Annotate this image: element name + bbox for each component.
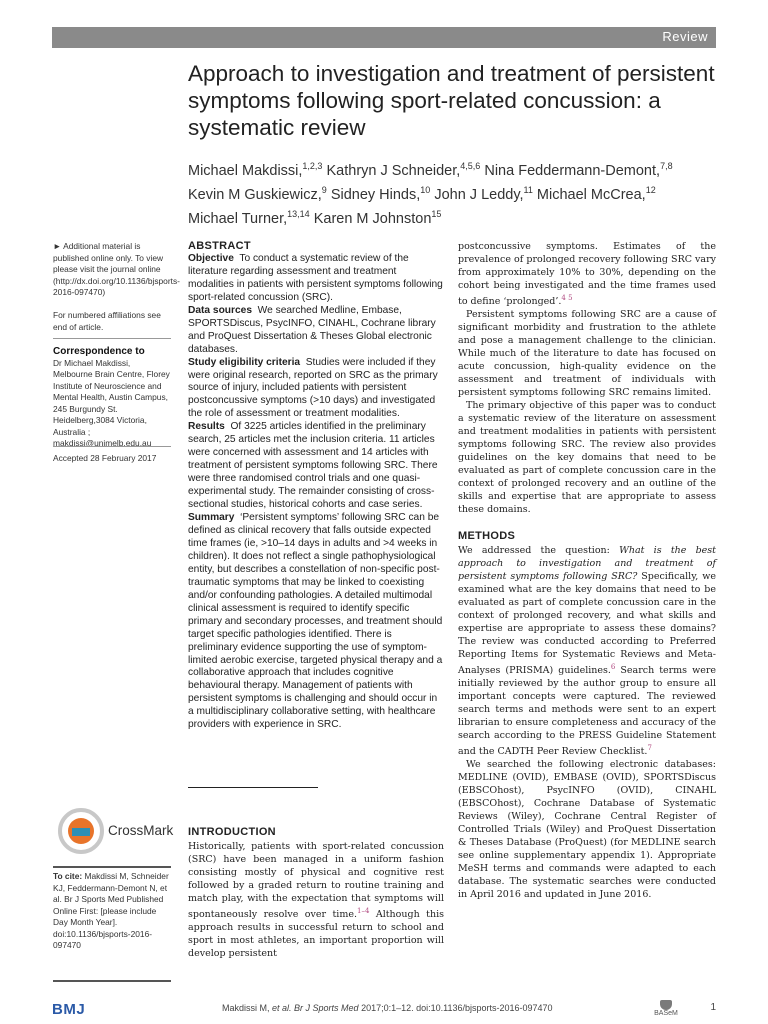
footer-citation [222, 1003, 553, 1013]
bmj-logo: BMJ [52, 1001, 86, 1018]
methods-text: Specifically, we examined what are the key domains that need to be evaluated as part of complete concussion care in the context of prolonged recovery, and what skills and expertise are appropriate to assess these domains? The review was conducted according to Preferred Reporting Items for Systematic Reviews and Meta-Analyses (PRISMA) guidelines. [458, 571, 716, 677]
intro-text-continued: Although this approach results in successful return to school and sport in most athletes, an important proportion will develop persistent [188, 909, 444, 960]
shield-icon [660, 1000, 672, 1010]
author-affil: 9 [321, 184, 327, 195]
abstract-heading: ABSTRACT [188, 240, 251, 252]
author-affil: 15 [431, 208, 442, 219]
author-affil: 4,5,6 [460, 161, 481, 171]
objective-label: Objective [188, 252, 234, 264]
author[interactable]: Michael Turner, [188, 210, 288, 227]
results-label: Results [188, 421, 225, 433]
introduction-heading: INTRODUCTION [188, 826, 276, 838]
author[interactable]: Karen M Johnston [313, 210, 432, 227]
author-affil: 10 [420, 184, 431, 195]
crossmark-label: CrossMark [108, 823, 174, 838]
citation-box [53, 866, 171, 982]
correspondence-text[interactable]: Dr Michael Makdissi, Melbourne Brain Centre, Florey Institute of Neuroscience and Mental Health, Austin Campus, 245 Burgundy St. Heidelberg,3084 Victoria, Australia ; makdissi@unimelb.edu.au [53, 357, 170, 448]
additional-material-note[interactable]: ► Additional material is published online only. To view please visit the journal online (http://dx.doi.org/10.1136/bjsports-2016-097470) [53, 241, 180, 297]
basem-logo [646, 1000, 686, 1018]
eligibility-label: Study eligibility criteria [188, 356, 301, 368]
footer-citation-authors: Makdissi M, [222, 1003, 273, 1013]
paragraph: Persistent symptoms following SRC are a cause of significant morbidity and frustration to the athlete and pose a management challenge to the clinician. While much of the literature to date has focused on acute concussion, high-quality evidence on the assessment and treatment of individuals with persistent symptoms following SRC remains limited. [458, 309, 716, 399]
correspondence-block [53, 346, 171, 450]
author-affil: 1,2,3 [302, 161, 323, 171]
paragraph: postconcussive symptoms. Estimates of the prevalence of prolonged recovery following SRC vary from approximately 10% to 30%, depending on the cohort being investigated and the time frames used to define ‘prolonged’. [458, 241, 716, 308]
page-footer [52, 1000, 716, 1020]
cite-label: To cite: [53, 871, 83, 881]
ref-link[interactable]: 6 [610, 663, 616, 672]
page-number: 1 [710, 1002, 716, 1013]
paragraph: We searched the following electronic databases: MEDLINE (OVID), EMBASE (OVID), SPORTSDiscus (EBSCOhost), PsycINFO (OVID), CINAHL (EBSCOhost), Cochrane Database of Systematic Reviews (Wiley), Cochrane Central Register of Controlled Trials (Wiley) and ProQuest Dissertation & Theses Database (ProQuest) (for MEDLINE search see online supplementary appendix 1). Appropriate MeSH terms and commands were adapted to each database. The systematic searches were conducted in April 2016 and updated in June 2016. [458, 759, 716, 901]
data-sources-label: Data sources [188, 304, 252, 316]
author-affil: 12 [645, 184, 656, 195]
methods-text: Search terms were initially reviewed by the author group to ensure all important concepts were captured. The reviewed search terms and methods were sent to an expert librarian to ensure completeness and accuracy of the search according to the PRESS Guideline Statement and the CADTH Peer Review Checklist. [458, 665, 716, 758]
right-column [458, 240, 716, 901]
introduction-section [188, 826, 444, 960]
crossmark-badge[interactable] [56, 808, 176, 854]
ref-link[interactable]: 4 5 [561, 294, 573, 302]
author[interactable]: Michael McCrea, [536, 186, 646, 203]
ref-link[interactable]: 7 [647, 744, 652, 753]
research-question: What is the best approach to investigation and treatment of persistent symptoms following SRC? [458, 545, 716, 583]
footer-citation-journal: et al. Br J Sports Med [272, 1003, 359, 1013]
cite-text: Makdissi M, Schneider KJ, Feddermann-Demont N, et al. Br J Sports Med Published Online First: [please include Day Month Year]. doi:10.1136/bjsports-2016-097470 [53, 871, 169, 950]
basem-label: BASeM [654, 1010, 678, 1017]
section-header-bar [52, 27, 716, 48]
section-label: Review [662, 29, 708, 44]
footer-citation-doi[interactable]: 2017;0:1–12. doi:10.1136/bjsports-2016-097470 [358, 1003, 553, 1013]
author[interactable]: Sidney Hinds, [330, 186, 421, 203]
methods-heading: METHODS [458, 530, 516, 543]
author-list [188, 157, 728, 228]
sidebar-divider [53, 446, 171, 447]
author-affil: 7,8 [660, 161, 673, 171]
eligibility-text: Studies were included if they were original research, reported on SRC as the primary source of injury, included patients with persistent postconcussive symptoms (>10 days) and investigated the role of assessment or treatment modalities. [188, 356, 438, 420]
author-affil: 11 [523, 184, 533, 195]
accepted-date: Accepted 28 February 2017 [53, 453, 157, 463]
author[interactable]: Michael Makdissi, [188, 162, 303, 179]
data-sources-text: We searched Medline, Embase, SPORTSDiscus, PsycINFO, CINAHL, Cochrane library and ProQuest Dissertation & Theses Global electronic databases. [188, 304, 436, 355]
author[interactable]: Kathryn J Schneider, [326, 162, 461, 179]
author-affil: 13,14 [287, 208, 310, 219]
author[interactable]: Nina Feddermann-Demont, [484, 162, 661, 179]
objective-text: To conduct a systematic review of the literature regarding assessment and treatment modalities in patients with persistent symptoms following sport-related concussion (SRC). [188, 252, 443, 303]
paragraph: The primary objective of this paper was to conduct a systematic review of the literature on assessment and treatment modalities in patients with persistent symptoms following SRC. The review also provides guidelines on the key domains that need to be evaluated as part of complete concussion care in the context of prolonged recovery and an outline of the skills and expertise that are appropriate to assess these domains. [458, 400, 716, 516]
methods-text: We addressed the question: [458, 545, 620, 557]
summary-label: Summary [188, 512, 235, 524]
abstract-end-rule [188, 787, 318, 788]
affiliations-note: For numbered affiliations see end of article. [53, 310, 161, 332]
author[interactable]: Kevin M Guskiewicz, [188, 186, 322, 203]
abstract [188, 240, 444, 732]
summary-text: ‘Persistent symptoms’ following SRC can be defined as clinical recovery that falls outside expected time frames (ie, >10–14 days in adults and >4 weeks in children). It does not reflect a single pathophysiological entity, but describes a constellation of non-specific post-traumatic symptoms that may be linked to coexisting and/or confounding pathologies. A detailed multimodal clinical assessment is required to identify specific primary and secondary processes, and treatment should target specific pathologies identified. There is preliminary evidence supporting the use of symptom-limited aerobic exercise, targeted physical therapy and a collaborative approach that includes cognitive behavioural therapy. Management of patients with persistent symptoms is challenging and should occur in a multidisciplinary collaborative setting, with healthcare providers with experience in SRC. [188, 512, 443, 731]
ref-link[interactable]: 1–4 [356, 907, 370, 915]
results-text: Of 3225 articles identified in the preliminary search, 25 articles met the inclusion criteria. 11 articles were concerned with assessment and 14 articles with treatment of persistent symptoms following SRC. There were three randomised control trials and one quasi-experimental study. The remainder consisting of cross-sectional studies, historical cohorts and case series. [188, 421, 438, 511]
crossmark-icon [58, 808, 104, 854]
author[interactable]: John J Leddy, [434, 186, 524, 203]
article-title: Approach to investigation and treatment of persistent symptoms following sport-related concussion: a systematic review [188, 61, 715, 140]
intro-text: Historically, patients with sport-related concussion (SRC) have been managed in a uniform fashion consisting mostly of physical and cognitive rest followed by a graded return to routine training and match play, with the expectation that symptoms will spontaneously resolve over time. [188, 841, 444, 921]
correspondence-heading: Correspondence to [53, 346, 145, 357]
sidebar-divider [53, 338, 171, 339]
